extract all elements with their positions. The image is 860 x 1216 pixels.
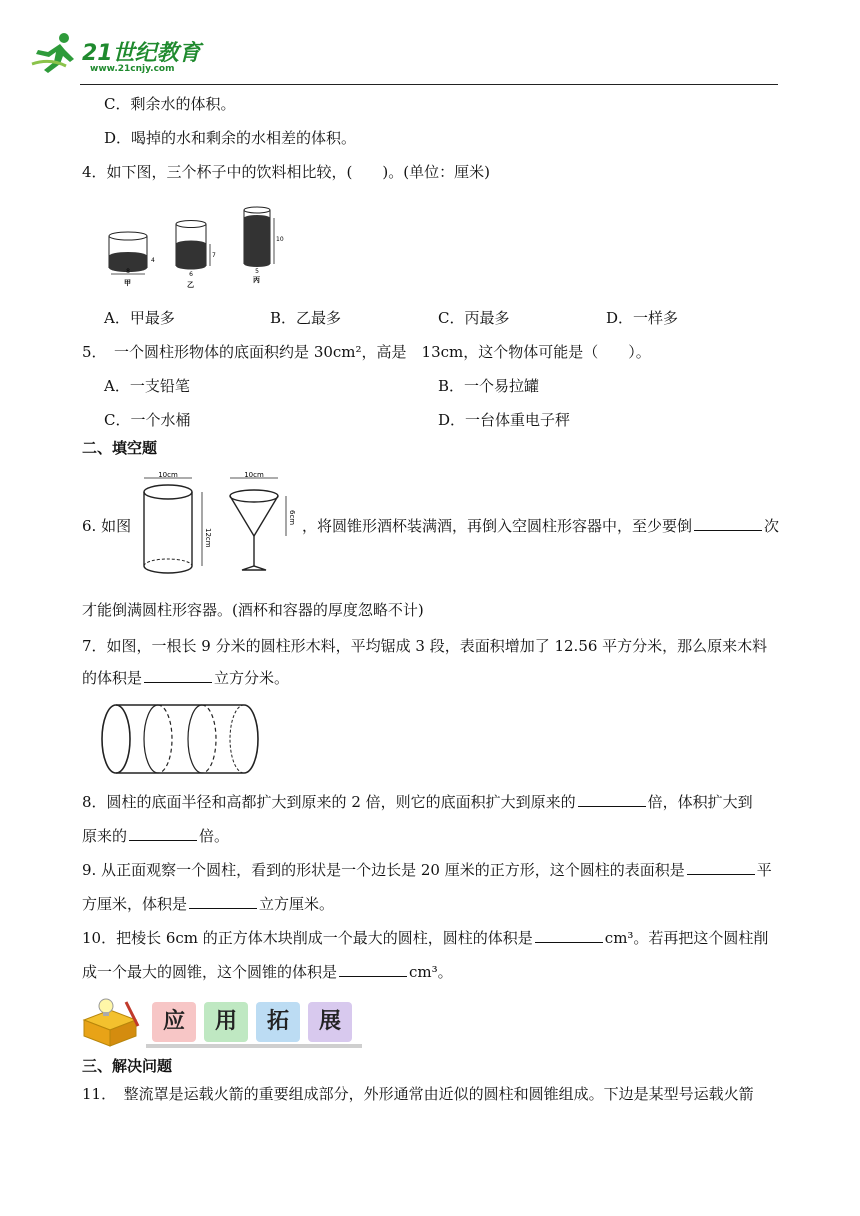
q5-option-d: D．一台体重电子秤 <box>438 411 571 429</box>
q6-line2: 才能倒满圆柱形容器。(酒杯和容器的厚度忽略不计) <box>82 601 424 619</box>
q4-stem: 4．如下图，三个杯子中的饮料相比较，( )。(单位：厘米) <box>82 163 490 181</box>
q10-line2 <box>82 962 453 982</box>
q9-line1-b: 平 <box>756 861 772 879</box>
q3-option-c: C．剩余水的体积。 <box>104 95 236 113</box>
q9-line2 <box>82 894 334 914</box>
section-3-title: 三、解决问题 <box>82 1057 173 1075</box>
q7-answer-blank[interactable] <box>144 668 212 683</box>
cup-bing-diameter: 5 <box>255 268 259 275</box>
q8-line2-a: 原来的 <box>82 827 128 845</box>
section-2-title: 二、填空题 <box>82 439 158 457</box>
lightbulb-box-icon <box>80 996 144 1048</box>
banner-char-zhan: 展 <box>308 1002 352 1042</box>
q5-stem: 5． 一个圆柱形物体的底面积约是 30cm²，高是 13cm，这个物体可能是（ ）。 <box>82 343 651 361</box>
q4-option-a: A．甲最多 <box>104 309 175 327</box>
runner-logo-icon <box>30 30 80 76</box>
q7-line2 <box>82 668 289 688</box>
q10-line1-a: 10．把棱长 6cm 的正方体木块削成一个最大的圆柱，圆柱的体积是 <box>82 929 533 947</box>
q6-text <box>302 516 779 536</box>
q8-line2 <box>82 826 229 846</box>
q4-option-b: B．乙最多 <box>270 309 342 327</box>
q6-answer-blank[interactable] <box>694 516 762 531</box>
q6-cone-width: 10cm <box>244 471 264 479</box>
banner-underline <box>146 1044 362 1048</box>
cup-yi <box>176 221 216 290</box>
q6-cyl-width: 10cm <box>158 471 178 479</box>
q4-cups-figure <box>100 196 300 292</box>
logo-url: www.21cnjy.com <box>90 64 175 74</box>
q10-line2-b: cm³。 <box>409 963 453 981</box>
q6-mid: ，将圆锥形酒杯装满酒，再倒入空圆柱形容器中，至少要倒 <box>302 517 693 535</box>
q7-line1: 7．如图，一根长 9 分米的圆柱形木料，平均锯成 3 段，表面积增加了 12.56 平方分米，那么原来木料 <box>82 637 768 655</box>
q7-line2-b: 立方分米。 <box>214 669 290 687</box>
q8-answer-blank-1[interactable] <box>578 792 646 807</box>
q7-log-figure <box>98 700 268 780</box>
q10-answer-blank-2[interactable] <box>339 962 407 977</box>
q6-suffix: 次 <box>764 517 780 535</box>
q9-line1 <box>82 860 772 880</box>
q10-answer-blank-1[interactable] <box>535 928 603 943</box>
q9-answer-blank-2[interactable] <box>189 894 257 909</box>
cup-bing <box>244 207 284 284</box>
logo-title: 21世纪教育 <box>82 41 201 66</box>
q7-line2-a: 的体积是 <box>82 669 143 687</box>
q6-cone-height: 6cm <box>288 510 296 526</box>
cup-jia-height: 4 <box>151 257 155 264</box>
cup-jia-diameter: 8 <box>126 268 130 275</box>
q4-option-c: C．丙最多 <box>438 309 510 327</box>
q3-option-d: D．喝掉的水和剩余的水相差的体积。 <box>104 129 357 147</box>
q6-cylinder <box>144 471 212 573</box>
q9-line2-a: 方厘米，体积是 <box>82 895 188 913</box>
q5-option-b: B．一个易拉罐 <box>438 377 540 395</box>
q9-answer-blank-1[interactable] <box>687 860 755 875</box>
q8-line1 <box>82 792 753 812</box>
q4-option-d: D．一样多 <box>606 309 679 327</box>
q10-line1-b: cm³。若再把这个圆柱削 <box>604 929 769 947</box>
cup-jia <box>109 232 155 287</box>
cup-yi-height: 7 <box>212 252 216 259</box>
cup-bing-height: 10 <box>276 236 284 243</box>
q8-line1-a: 8．圆柱的底面半径和高都扩大到原来的 2 倍，则它的底面积扩大到原来的 <box>82 793 576 811</box>
q5-option-a: A．一支铅笔 <box>104 377 190 395</box>
q8-line2-b: 倍。 <box>199 827 230 845</box>
q9-line2-b: 立方厘米。 <box>259 895 335 913</box>
banner-char-tuo: 拓 <box>256 1002 300 1042</box>
q6-figure <box>134 470 304 582</box>
banner-char-ying: 应 <box>152 1002 196 1042</box>
q9-line1-a: 9. 从正面观察一个圆柱，看到的形状是一个边长是 20 厘米的正方形，这个圆柱的表面积是 <box>82 861 685 879</box>
cup-bing-name: 丙 <box>253 276 260 284</box>
q6-prefix: 6. 如图 <box>82 517 132 535</box>
cup-yi-name: 乙 <box>187 281 194 289</box>
banner-char-yong: 用 <box>204 1002 248 1042</box>
q10-line2-a: 成一个最大的圆锥，这个圆锥的体积是 <box>82 963 338 981</box>
q6-cyl-height: 12cm <box>204 528 212 548</box>
q5-option-c: C．一个水桶 <box>104 411 191 429</box>
header-rule <box>80 84 778 85</box>
q8-answer-blank-2[interactable] <box>129 826 197 841</box>
q10-line1 <box>82 928 768 948</box>
header-logo <box>30 30 210 78</box>
q8-line1-b: 倍，体积扩大到 <box>647 793 753 811</box>
q11-line1: 11． 整流罩是运载火箭的重要组成部分，外形通常由近似的圆柱和圆锥组成。下边是某型号运载火箭 <box>82 1085 754 1103</box>
q6-cone-glass <box>230 471 296 570</box>
cup-yi-diameter: 6 <box>189 271 193 278</box>
cup-jia-name: 甲 <box>124 279 131 287</box>
